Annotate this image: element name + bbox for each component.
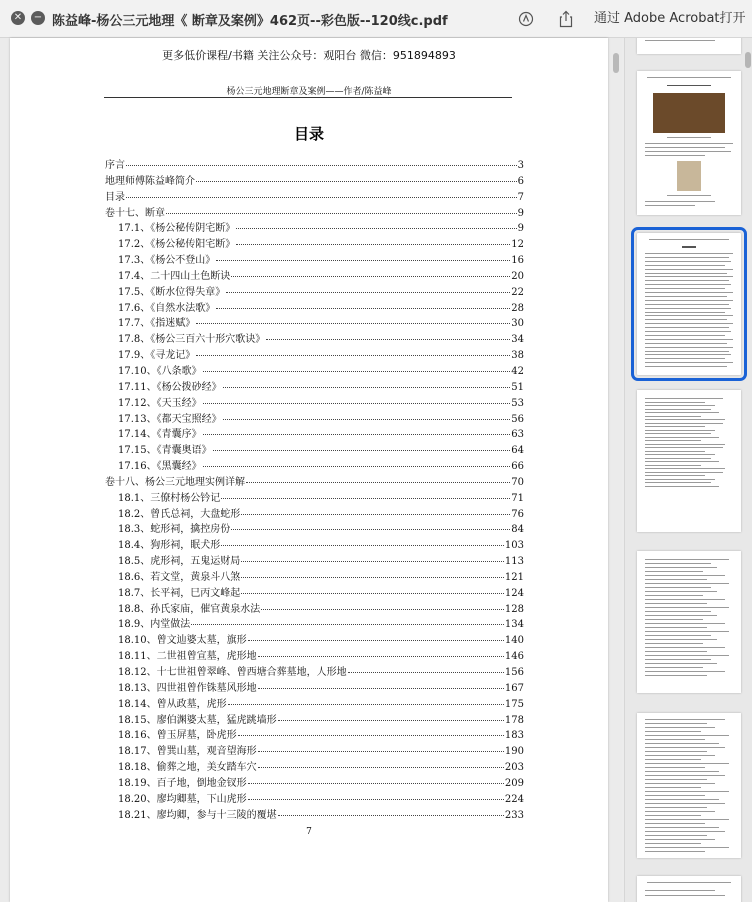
toc-entry-page: 71 — [511, 492, 524, 504]
toc-dot-leader — [278, 720, 504, 721]
toc-dot-leader — [248, 640, 504, 641]
toc-entry[interactable] — [105, 726, 524, 742]
toc-dot-leader — [231, 529, 510, 530]
toc-entry-label: 18.4、狗形祠，眠犬形 — [118, 540, 221, 552]
header-rule — [104, 97, 512, 98]
toc-entry-label: 目录 — [105, 191, 125, 203]
minimize-icon[interactable]: − — [31, 11, 45, 25]
toc-entry[interactable] — [105, 806, 524, 822]
toc-dot-leader — [236, 228, 516, 229]
toc-entry[interactable] — [105, 615, 524, 631]
toc-entry[interactable] — [105, 378, 524, 394]
toc-entry-label: 18.13、四世祖曾作铢墓风形地 — [118, 682, 257, 694]
toc-entry-label: 17.5、《断水位得失章》 — [118, 286, 226, 298]
toc-entry-label: 17.13、《都天宝照经》 — [118, 413, 222, 425]
toc-heading: 目录 — [293, 125, 324, 143]
toc-entry-label: 18.10、曾文辿婆太墓，旗形 — [118, 635, 247, 647]
toc-entry-label: 17.4、二十四山土色断诀 — [118, 270, 231, 282]
toc-entry-page: 156 — [504, 667, 524, 678]
toc-entry[interactable] — [105, 394, 524, 410]
toc-entry-label: 18.7、长平祠，巳丙文峰起 — [118, 587, 241, 599]
toc-dot-leader — [248, 783, 504, 784]
toc-entry-label: 17.10、《八条歌》 — [118, 365, 202, 377]
toc-entry-page: 224 — [504, 793, 524, 805]
toc-dot-leader — [191, 624, 504, 625]
toc-entry[interactable] — [105, 219, 524, 235]
toc-entry-label: 卷十七、断章 — [105, 207, 165, 219]
toc-entry-page: 63 — [511, 429, 524, 441]
toc-entry[interactable] — [105, 267, 524, 283]
toc-entry[interactable] — [105, 410, 524, 426]
toc-entry-page: 183 — [504, 730, 524, 742]
toc-entry-label: 17.12、《天玉经》 — [118, 397, 202, 409]
toc-entry-label: 18.16、曾玉屏墓，卧虎形 — [118, 730, 237, 742]
toc-entry-label: 18.6、若文堂，黄泉斗八煞 — [118, 571, 241, 583]
toc-entry-label: 17.14、《青囊序》 — [118, 429, 202, 441]
toc-dot-leader — [258, 767, 504, 768]
toc-entry[interactable] — [105, 790, 524, 806]
toc-entry-label: 18.20、廖均卿墓，下山虎形 — [118, 793, 247, 805]
toc-entry-page: 20 — [511, 270, 524, 282]
share-icon[interactable] — [556, 9, 576, 29]
table-of-contents — [105, 156, 524, 821]
toc-entry-page: 16 — [511, 255, 524, 267]
toc-dot-leader — [221, 498, 510, 499]
toc-entry[interactable] — [105, 489, 524, 505]
toc-entry[interactable] — [105, 631, 524, 647]
toc-dot-leader — [248, 799, 504, 800]
document-title: 陈益峰-杨公三元地理《 断章及案例》462页--彩色版--120线c.pdf — [52, 14, 448, 29]
toc-entry[interactable] — [105, 235, 524, 251]
toc-entry-page: 140 — [504, 635, 524, 647]
document-view[interactable] — [0, 38, 622, 902]
toc-entry-page: 134 — [504, 619, 524, 631]
toc-entry[interactable] — [105, 441, 524, 457]
toc-entry[interactable] — [105, 568, 524, 584]
page-thumbnail[interactable] — [637, 71, 741, 215]
page-thumbnail[interactable] — [637, 713, 741, 858]
toc-entry-label: 卷十八、杨公三元地理实例详解 — [105, 476, 245, 488]
toc-dot-leader — [228, 704, 504, 705]
promo-line: 更多低价课程/书籍 关注公众号：观阳台 微信：951894893 — [162, 49, 456, 62]
toc-entry-page: 84 — [511, 524, 524, 536]
toc-entry[interactable] — [105, 695, 524, 711]
toc-entry-label: 18.2、曾氏总祠，大盘蛇形 — [118, 508, 241, 520]
toc-entry[interactable] — [105, 204, 524, 220]
toc-entry-label: 地理师傅陈益峰简介 — [105, 175, 195, 187]
toc-entry[interactable] — [105, 283, 524, 299]
toc-entry-label: 17.15、《青囊奥语》 — [118, 445, 212, 457]
running-header: 杨公三元地理断章及案例——作者/陈益峰 — [226, 87, 392, 97]
toc-entry[interactable] — [105, 663, 524, 679]
toc-entry-label: 18.5、虎形祠，五鬼运财局 — [118, 556, 241, 568]
toc-dot-leader — [203, 403, 511, 404]
toc-entry-label: 18.11、二世祖曾宣墓，虎形地 — [118, 651, 257, 663]
close-icon[interactable]: ✕ — [11, 11, 25, 25]
toc-entry-page: 42 — [511, 365, 524, 377]
toc-entry-page: 103 — [504, 540, 524, 552]
toc-entry-label: 17.8、《杨公三百六十形穴歌诀》 — [118, 334, 266, 346]
toc-dot-leader — [278, 815, 504, 816]
toc-entry-label: 17.3、《杨公不登山》 — [118, 255, 216, 267]
toc-dot-leader — [246, 482, 510, 483]
toc-entry-label: 18.3、蛇形祠，擒控房份 — [118, 524, 231, 536]
toc-entry-label: 18.14、曾从政墓，虎形 — [118, 698, 227, 710]
toc-entry-label: 18.18、偷葬之地，美女踏车穴 — [118, 762, 257, 774]
page-thumbnail-selected[interactable] — [637, 233, 741, 375]
toc-entry[interactable] — [105, 362, 524, 378]
toc-entry-label: 17.9、《寻龙记》 — [118, 350, 196, 362]
toc-dot-leader — [241, 577, 504, 578]
sidebar-scrollbar[interactable] — [745, 52, 751, 68]
page-thumbnail[interactable] — [637, 38, 741, 54]
toc-entry-label: 序言 — [105, 160, 125, 171]
toc-dot-leader — [266, 339, 510, 340]
toc-entry[interactable] — [105, 584, 524, 600]
toc-entry-page: 38 — [511, 350, 524, 362]
toc-entry[interactable] — [105, 552, 524, 568]
toc-dot-leader — [196, 181, 517, 182]
toc-dot-leader — [241, 514, 510, 515]
toc-entry-label: 18.12、十七世祖曾翠峰、曾西塘合葬墓地，人形地 — [118, 667, 347, 678]
toc-dot-leader — [213, 450, 511, 451]
toc-entry[interactable] — [105, 774, 524, 790]
toc-dot-leader — [223, 419, 511, 420]
toc-entry-page: 56 — [511, 413, 524, 425]
toc-dot-leader — [258, 656, 504, 657]
toc-entry-page: 190 — [504, 746, 524, 758]
toc-entry-page: 3 — [517, 160, 524, 171]
toc-entry-label: 17.16、《黑囊经》 — [118, 461, 202, 473]
toc-entry[interactable] — [105, 536, 524, 552]
toc-dot-leader — [126, 197, 517, 198]
markup-icon[interactable] — [516, 9, 536, 29]
toc-dot-leader — [241, 593, 504, 594]
toc-entry-page: 233 — [504, 809, 524, 821]
toc-entry-page: 146 — [504, 651, 524, 663]
toc-entry-page: 121 — [504, 571, 524, 583]
toc-entry-page: 9 — [517, 223, 524, 235]
toc-entry-page: 53 — [511, 397, 524, 409]
toc-entry-page: 178 — [504, 714, 524, 726]
toc-entry[interactable] — [105, 457, 524, 473]
toc-dot-leader — [196, 323, 510, 324]
toc-dot-leader — [348, 672, 504, 673]
toc-entry-page: 128 — [504, 603, 524, 615]
toc-entry[interactable] — [105, 473, 524, 489]
toc-entry-page: 167 — [504, 682, 524, 694]
toc-entry[interactable] — [105, 520, 524, 536]
toc-entry-page: 34 — [511, 334, 524, 346]
toc-dot-leader — [203, 371, 511, 372]
toc-entry[interactable] — [105, 600, 524, 616]
toc-entry-label: 17.6、《自然水法歌》 — [118, 302, 216, 314]
toc-dot-leader — [126, 165, 517, 166]
toc-entry-page: 203 — [504, 762, 524, 774]
toc-entry[interactable] — [105, 188, 524, 204]
toc-entry-label: 18.15、廖伯渊婆太墓，猛虎跳墙形 — [118, 714, 277, 726]
toc-entry-page: 6 — [517, 175, 524, 187]
pdf-page — [10, 38, 608, 902]
page-number: 7 — [306, 827, 312, 837]
toc-entry[interactable] — [105, 758, 524, 774]
toc-dot-leader — [238, 735, 504, 736]
toc-entry-label: 18.8、孙氏家庙，催官黄泉水法 — [118, 603, 261, 615]
toc-entry-label: 18.17、曾巽山墓，观音望海形 — [118, 746, 257, 758]
toc-entry-page: 175 — [504, 698, 524, 710]
toc-entry-label: 18.19、百子地，倒地金钗形 — [118, 777, 247, 789]
toc-entry-page: 22 — [511, 286, 524, 298]
toc-entry[interactable] — [105, 425, 524, 441]
thumbnail-sidebar[interactable] — [624, 38, 752, 902]
toc-dot-leader — [226, 292, 510, 293]
toc-entry[interactable] — [105, 647, 524, 663]
toc-entry-label: 18.1、三僚村杨公钤记 — [118, 492, 221, 504]
toc-entry[interactable] — [105, 711, 524, 727]
toc-dot-leader — [221, 545, 504, 546]
toc-entry-page: 30 — [511, 318, 524, 330]
page-thumbnail[interactable] — [637, 551, 741, 693]
toc-entry[interactable] — [105, 679, 524, 695]
toc-entry[interactable] — [105, 742, 524, 758]
toc-dot-leader — [203, 434, 511, 435]
toc-entry-page: 9 — [517, 207, 524, 219]
toc-entry[interactable] — [105, 172, 524, 188]
toc-dot-leader — [231, 276, 510, 277]
toc-entry-page: 209 — [504, 777, 524, 789]
toc-entry-page: 70 — [511, 476, 524, 488]
toc-entry-label: 18.21、廖均卿，参与十三陵的覆堪 — [118, 809, 277, 821]
toc-entry-page: 66 — [511, 461, 524, 473]
toc-entry[interactable] — [105, 314, 524, 330]
toc-dot-leader — [258, 751, 504, 752]
toc-entry-page: 64 — [511, 445, 524, 457]
toc-dot-leader — [203, 466, 511, 467]
toc-dot-leader — [223, 387, 511, 388]
toc-entry[interactable] — [105, 251, 524, 267]
toc-entry-page: 124 — [504, 587, 524, 599]
toc-entry[interactable] — [105, 330, 524, 346]
toc-entry-label: 18.9、内堂做法 — [118, 619, 191, 631]
toc-entry[interactable] — [105, 505, 524, 521]
toc-entry-label: 17.7、《指迷赋》 — [118, 318, 196, 330]
toc-entry-page: 113 — [504, 556, 524, 568]
toc-entry[interactable] — [105, 299, 524, 315]
toc-dot-leader — [258, 688, 504, 689]
toc-dot-leader — [241, 561, 504, 562]
toc-entry[interactable] — [105, 346, 524, 362]
toc-entry-page: 28 — [511, 302, 524, 314]
toc-entry-label: 17.11、《杨公拨砂经》 — [118, 381, 222, 393]
toc-entry-page: 12 — [511, 239, 524, 251]
page-thumbnail[interactable] — [637, 390, 741, 532]
window-titlebar — [0, 0, 752, 38]
toc-dot-leader — [216, 308, 510, 309]
open-in-acrobat-button[interactable]: 通过 Adobe Acrobat打开 — [594, 11, 746, 26]
toc-entry-page: 51 — [511, 381, 524, 393]
toc-entry-page: 7 — [517, 191, 524, 203]
toc-dot-leader — [261, 609, 504, 610]
document-scrollbar[interactable] — [613, 53, 619, 73]
page-thumbnail[interactable] — [637, 876, 741, 902]
toc-dot-leader — [166, 213, 517, 214]
toc-dot-leader — [216, 260, 510, 261]
toc-entry-page: 76 — [511, 508, 524, 520]
toc-dot-leader — [196, 355, 510, 356]
toc-dot-leader — [236, 244, 510, 245]
toc-entry-label: 17.2、《杨公秘传阳宅断》 — [118, 239, 236, 251]
toc-entry[interactable] — [105, 156, 524, 172]
toc-entry-label: 17.1、《杨公秘传阴宅断》 — [118, 223, 236, 235]
